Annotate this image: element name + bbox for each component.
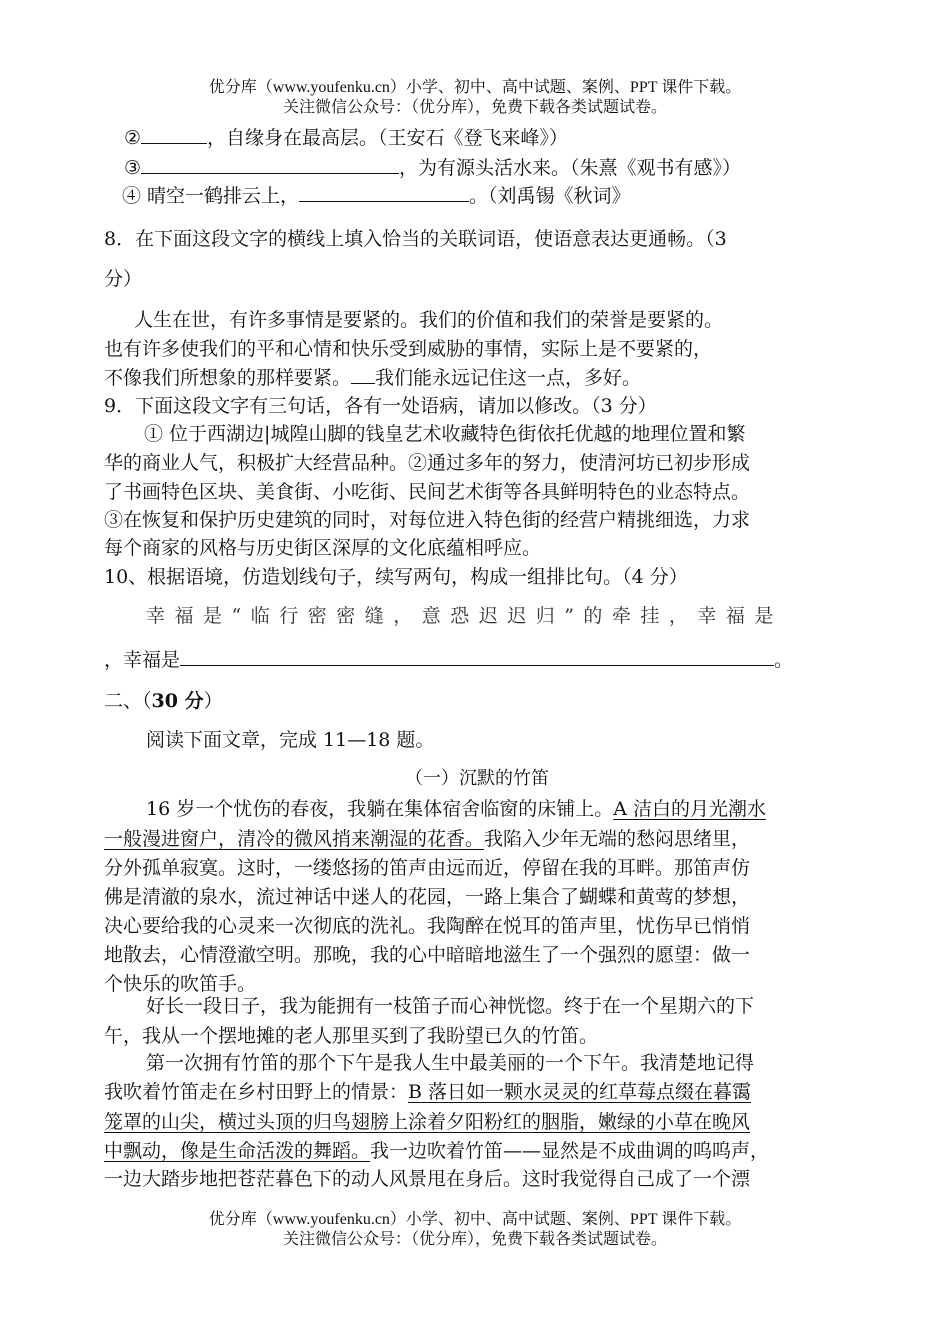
q8-title: 8．在下面这段文字的横线上填入恰当的关联词语，使语意表达更通畅。（3	[104, 228, 727, 250]
article-line: 个快乐的吹笛手。	[104, 973, 257, 995]
q9-title: 9．下面这段文字有三句话，各有一处语病，请加以修改。（3 分）	[104, 395, 657, 417]
header-line-2: 关注微信公众号：（优分库），免费下载各类试题试卷。	[282, 99, 667, 116]
article-line: 一边大踏步地把苍茫暮色下的动人风景甩在身后。这时我觉得自己成了一个漂	[104, 1168, 751, 1190]
q9-para-line: ③在恢复和保护历史建筑的同时，对每位进入特色街的经营户精挑细选，力求	[104, 509, 751, 531]
q9-para-line: ① 位于西湖边|城隍山脚的钱皇艺术收藏特色街依托优越的地理位置和繁	[144, 423, 746, 445]
article-line: 午，我从一个摆地摊的老人那里买到了我盼望已久的竹笛。	[104, 1025, 599, 1047]
footer-line-1: 优分库（www.youfenku.cn）小学、初中、高中试题、案例、PPT 课件下载。	[208, 1211, 742, 1228]
article-line: 笼罩的山尖，横过头顶的归鸟翅膀上涂着夕阳粉红的胭脂，嫩绿的小草在晚风	[104, 1111, 751, 1133]
q7-line-3: ③ ，为有源头活水来。（朱熹《观书有感》）	[124, 157, 742, 179]
article-line: 16 岁一个忧伤的春夜，我躺在集体宿舍临窗的床铺上。A 洁白的月光潮水	[146, 798, 766, 820]
article-line: 地散去，心情澄澈空明。那晚，我的心中暗暗地滋生了一个强烈的愿望：做一	[104, 944, 751, 966]
header-line-1: 优分库（www.youfenku.cn）小学、初中、高中试题、案例、PPT 课件下载。	[208, 79, 742, 96]
answer-blank[interactable]	[351, 365, 375, 384]
article-line: 我吹着竹笛走在乡村田野上的情景：B 落日如一颗水灵灵的红草莓点缀在暮霭	[104, 1081, 752, 1103]
q8-para-line: 不像我们所想象的那样要紧。 我们能永远记住这一点，多好。	[104, 367, 642, 389]
q9-para-line: 华的商业人气，积极扩大经营品种。②通过多年的努力，使清河坊已初步形成	[104, 452, 751, 474]
q9-para-line: 了书画特色区块、美食街、小吃街、民间艺术街等各具鲜明特色的业态特点。	[104, 481, 751, 503]
q9-para-line: 每个商家的风格与历史街区深厚的文化底蕴相呼应。	[104, 537, 542, 559]
article-line: 分外孤单寂寞。这时，一缕悠扬的笛声由远而近，停留在我的耳畔。那笛声仿	[104, 857, 751, 879]
section-2-instruction: 阅读下面文章，完成 11—18 题。	[146, 729, 435, 751]
q8-para-line: 人生在世，有许多事情是要紧的。我们的价值和我们的荣誉是要紧的。	[134, 309, 724, 331]
article-line: 中飘动，像是生命活泼的舞蹈。我一边吹着竹笛——显然是不成曲调的呜呜声，	[104, 1140, 770, 1162]
article-line: 一般漫进窗户，清冷的微风捎来潮湿的花香。我陷入少年无端的愁闷思绪里，	[104, 828, 751, 850]
answer-blank[interactable]	[299, 183, 469, 202]
article-title: （一）沉默的竹笛	[405, 768, 549, 789]
article-line: 第一次拥有竹笛的那个下午是我人生中最美丽的一个下午。我清楚地记得	[146, 1052, 755, 1074]
q7-line-2: ② ，自缘身在最高层。（王安石《登飞来峰》）	[124, 127, 569, 149]
answer-blank[interactable]	[141, 125, 207, 144]
article-line: 好长一段日子，我为能拥有一枝笛子而心神恍惚。终于在一个星期六的下	[146, 995, 755, 1017]
q8-para-line: 也有许多使我们的平和心情和快乐受到威胁的事情，实际上是不要紧的，	[104, 338, 713, 360]
q8-title-cont: 分）	[104, 268, 143, 290]
answer-blank[interactable]	[141, 155, 399, 174]
footer-line-2: 关注微信公众号：（优分库），免费下载各类试题试卷。	[282, 1231, 667, 1248]
article-line: 佛是清澈的泉水，流过神话中迷人的花园，一路上集合了蝴蝶和黄莺的梦想，	[104, 886, 751, 908]
section-2-title: 二、（30 分）	[104, 690, 223, 712]
q10-title: 10、根据语境，仿造划线句子，续写两句，构成一组排比句。（4 分）	[104, 566, 688, 588]
q7-line-4: ④ 晴空一鹤排云上， 。（刘禹锡《秋词》	[122, 185, 631, 207]
q10-example: 幸福是“临行密密缝，意恐迟迟归”的牵挂，幸福是	[146, 605, 783, 627]
answer-blank[interactable]	[180, 647, 774, 666]
article-line: 决心要给我的心灵来一次彻底的洗礼。我陶醉在悦耳的笛声里，忧伤早已悄悄	[104, 915, 751, 937]
q10-answer-line: ，幸福是 。	[104, 649, 794, 671]
